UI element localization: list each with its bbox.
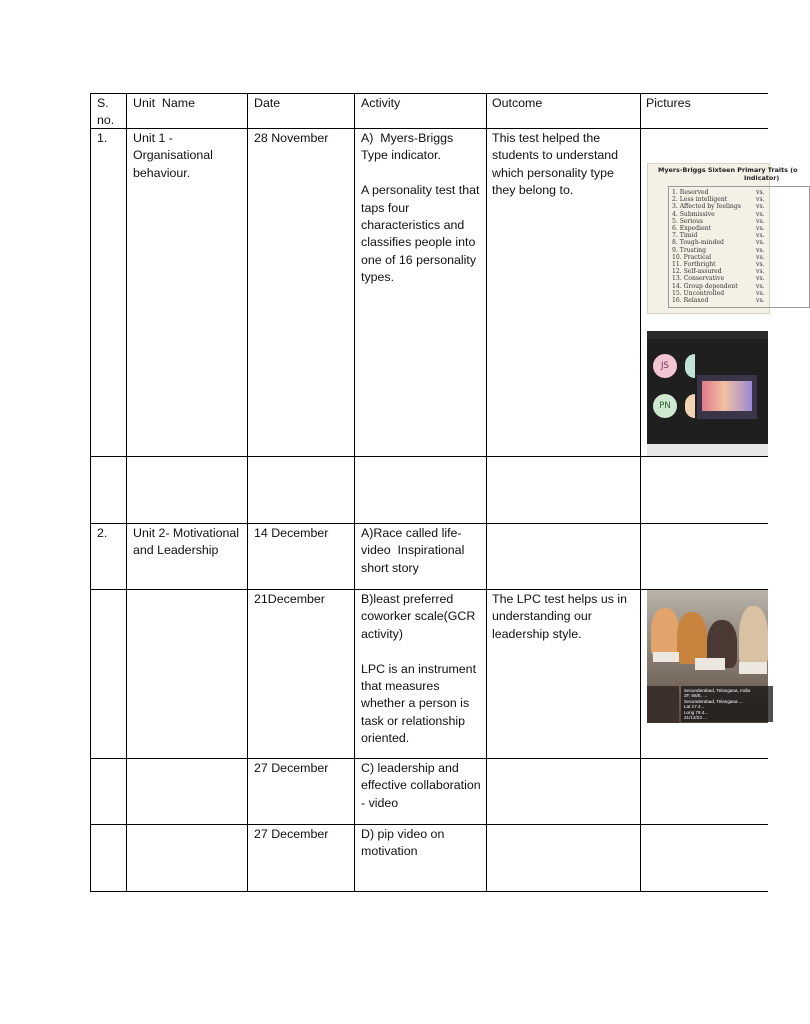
- mbti-trait-label: 8. Tough-minded: [672, 239, 724, 247]
- mbti-trait-label: 2. Less intelligent: [672, 196, 728, 204]
- meeting-title-bar: [647, 331, 768, 339]
- table-column-rule: [126, 93, 127, 892]
- header-date: Date: [254, 96, 281, 110]
- worksheet: [653, 652, 679, 662]
- header-unit-name: Unit Name: [133, 96, 195, 110]
- worksheet: [739, 662, 767, 674]
- participant-avatar: PN: [653, 394, 677, 418]
- row3-outcome: The LPC test helps us in understanding our leadership style.: [492, 592, 631, 641]
- geotag-title: Secunderabad, Telangana, India: [684, 688, 751, 693]
- row5-activity: D) pip video on motivation: [361, 827, 448, 859]
- row1-sno: 1.: [97, 131, 108, 145]
- header-activity: Activity: [361, 96, 401, 110]
- mbti-vs-label: vs.: [756, 239, 765, 247]
- mbti-vs-label: vs.: [756, 289, 765, 297]
- table-rule: [90, 128, 768, 129]
- mbti-trait-label: 10. Practical: [672, 253, 712, 261]
- geotag-line: Secunderabad, Telangana ...: [684, 698, 743, 704]
- mbti-figure-subtitle: Indicator): [744, 174, 780, 182]
- mbti-vs-label: vs.: [756, 210, 765, 218]
- mbti-vs-label: vs.: [756, 253, 765, 261]
- mbti-vs-label: vs.: [756, 189, 765, 196]
- participant-avatar: JS: [653, 354, 677, 378]
- mbti-trait-label: 5. Serious: [672, 217, 704, 225]
- mbti-trait-label: 12. Self-assured: [672, 268, 722, 276]
- mbti-vs-label: vs.: [756, 246, 765, 254]
- mbti-trait-label: 4. Submissive: [672, 210, 715, 218]
- row2-sno: 2.: [97, 526, 108, 540]
- row2-date: 14 December: [254, 526, 329, 540]
- table-column-rule: [247, 93, 248, 892]
- mbti-vs-label: vs.: [756, 275, 765, 283]
- geotag-line: Lat 17.4...: [684, 704, 705, 710]
- row5-date: 27 December: [254, 827, 329, 841]
- mbti-vs-label: vs.: [756, 268, 765, 276]
- geotag-line: Long 78.4...: [684, 709, 709, 715]
- participant-avatar: [685, 394, 695, 418]
- row3-activity: B)least preferred coworker scale(GCR activity) LPC is an instrument that measures whether a person is task or relationship oriented.: [361, 592, 477, 746]
- mbti-trait-label: 7. Timid: [672, 232, 698, 240]
- row4-date: 27 December: [254, 761, 329, 775]
- mbti-vs-label: vs.: [756, 232, 765, 240]
- mbti-vs-label: vs.: [756, 217, 765, 225]
- mbti-vs-label: vs.: [756, 297, 765, 304]
- geotag-line: 21/12/23 ...: [684, 715, 707, 721]
- table-column-rule: [90, 93, 91, 892]
- mbti-trait-label: 3. Affected by feelings: [672, 203, 741, 211]
- photo-shadow-area: [647, 686, 679, 723]
- row2-unit: Unit 2- Motivational and Leadership: [133, 526, 243, 558]
- mbti-trait-label: 6. Expedient: [672, 225, 711, 232]
- table-column-rule: [486, 93, 487, 892]
- row1-unit: Unit 1 - Organisational behaviour.: [133, 131, 217, 180]
- classroom-photo: [647, 590, 768, 723]
- mbti-traits-image: [647, 163, 798, 314]
- header-sno: S. no.: [97, 96, 115, 128]
- mbti-vs-label: vs.: [756, 282, 765, 290]
- header-pictures: Pictures: [646, 96, 691, 110]
- presentation-slide: [702, 381, 752, 411]
- mbti-trait-label: 15. Uncontrolled: [672, 289, 725, 297]
- geotag-caption: [681, 686, 773, 722]
- row3-date: 21December: [254, 592, 325, 606]
- mbti-figure-title: Myers-Briggs Sixteen Primary Traits (o: [658, 166, 798, 174]
- table-rule: [90, 824, 768, 825]
- mbti-trait-label: 1. Reserved: [672, 189, 709, 196]
- mbti-trait-label: 14. Group dependent: [672, 282, 738, 290]
- shared-screen: [697, 375, 757, 419]
- row2-activity: A)Race called life- video Inspirational short story: [361, 526, 468, 575]
- mbti-vs-label: vs.: [756, 196, 765, 204]
- row1-date: 28 November: [254, 131, 329, 145]
- row1-outcome: This test helped the students to understand which personality type they belong to.: [492, 131, 622, 198]
- mbti-vs-label: vs.: [756, 225, 765, 232]
- student-figure: [651, 608, 679, 658]
- mbti-vs-label: vs.: [756, 261, 765, 268]
- table-rule: [90, 93, 768, 94]
- table-rule: [90, 523, 768, 524]
- table-column-rule: [640, 93, 641, 892]
- mbti-trait-label: 11. Forthright: [672, 261, 716, 268]
- row1-activity: A) Myers-Briggs Type indicator. A personality test that taps four characteristics and classifies people into one of 16 personality types.: [361, 131, 480, 285]
- mbti-trait-label: 16. Relaxed: [672, 297, 709, 304]
- table-column-rule: [354, 93, 355, 892]
- student-figure: [739, 606, 768, 668]
- table-rule: [90, 891, 768, 892]
- student-figure: [677, 612, 707, 664]
- mbti-vs-label: vs.: [756, 203, 765, 211]
- taskbar: [647, 444, 768, 456]
- worksheet: [695, 658, 725, 670]
- row4-activity: C) leadership and effective collaboration - video: [361, 761, 485, 810]
- table-rule: [90, 456, 768, 457]
- mbti-trait-label: 9. Trusting: [672, 246, 707, 254]
- geotag-line: 2F, 56/E, ...: [684, 693, 708, 699]
- participant-avatar: [685, 354, 695, 378]
- table-rule: [90, 758, 768, 759]
- online-meeting-screenshot: [647, 331, 768, 456]
- mbti-trait-label: 13. Conservative: [672, 275, 725, 283]
- header-outcome: Outcome: [492, 96, 543, 110]
